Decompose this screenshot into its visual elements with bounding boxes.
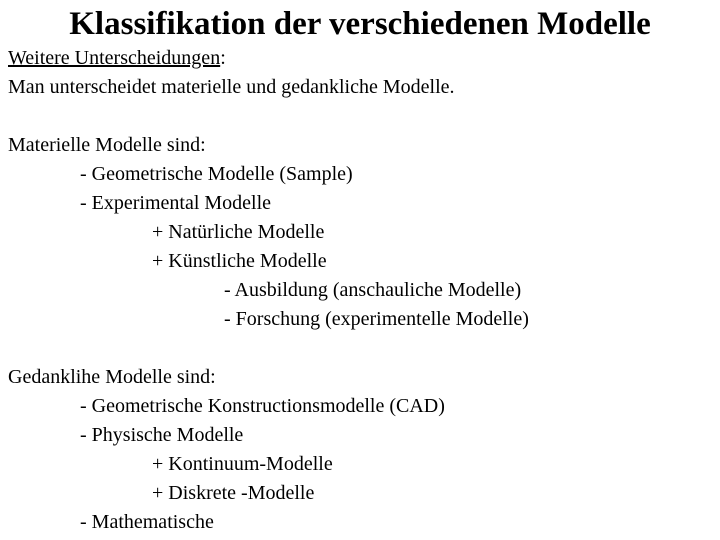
materielle-item: - Geometrische Modelle (Sample) (80, 163, 353, 185)
gedankliche-item: - Physische Modelle (80, 424, 244, 446)
materielle-item: - Experimental Modelle (80, 192, 272, 214)
intro-heading-suffix: : (220, 47, 226, 69)
materielle-subsubitem: - Forschung (experimentelle Modelle) (224, 308, 529, 330)
spacer (8, 334, 714, 363)
spacer (8, 102, 714, 131)
slide-title: Klassifikation der verschiedenen Modelle (69, 6, 651, 42)
materielle-subitem: + Künstliche Modelle (152, 250, 327, 272)
gedankliche-subitem: + Diskrete -Modelle (152, 482, 315, 504)
gedankliche-heading: Gedanklihe Modelle sind: (8, 366, 216, 388)
intro-heading-line (8, 44, 714, 73)
slide-body (8, 44, 714, 537)
gedankliche-subitem: + Kontinuum-Modelle (152, 453, 333, 475)
gedankliche-item: - Geometrische Konstructionsmodelle (CAD) (80, 395, 445, 417)
materielle-subsubitem: - Ausbildung (anschauliche Modelle) (224, 279, 522, 301)
materielle-subitem: + Natürliche Modelle (152, 221, 325, 243)
materielle-heading: Materielle Modelle sind: (8, 134, 206, 156)
gedankliche-item: - Mathematische (80, 511, 214, 533)
intro-heading: Weitere Unterscheidungen (8, 47, 221, 69)
intro-text: Man unterscheidet materielle und gedankliche Modelle. (8, 76, 455, 98)
